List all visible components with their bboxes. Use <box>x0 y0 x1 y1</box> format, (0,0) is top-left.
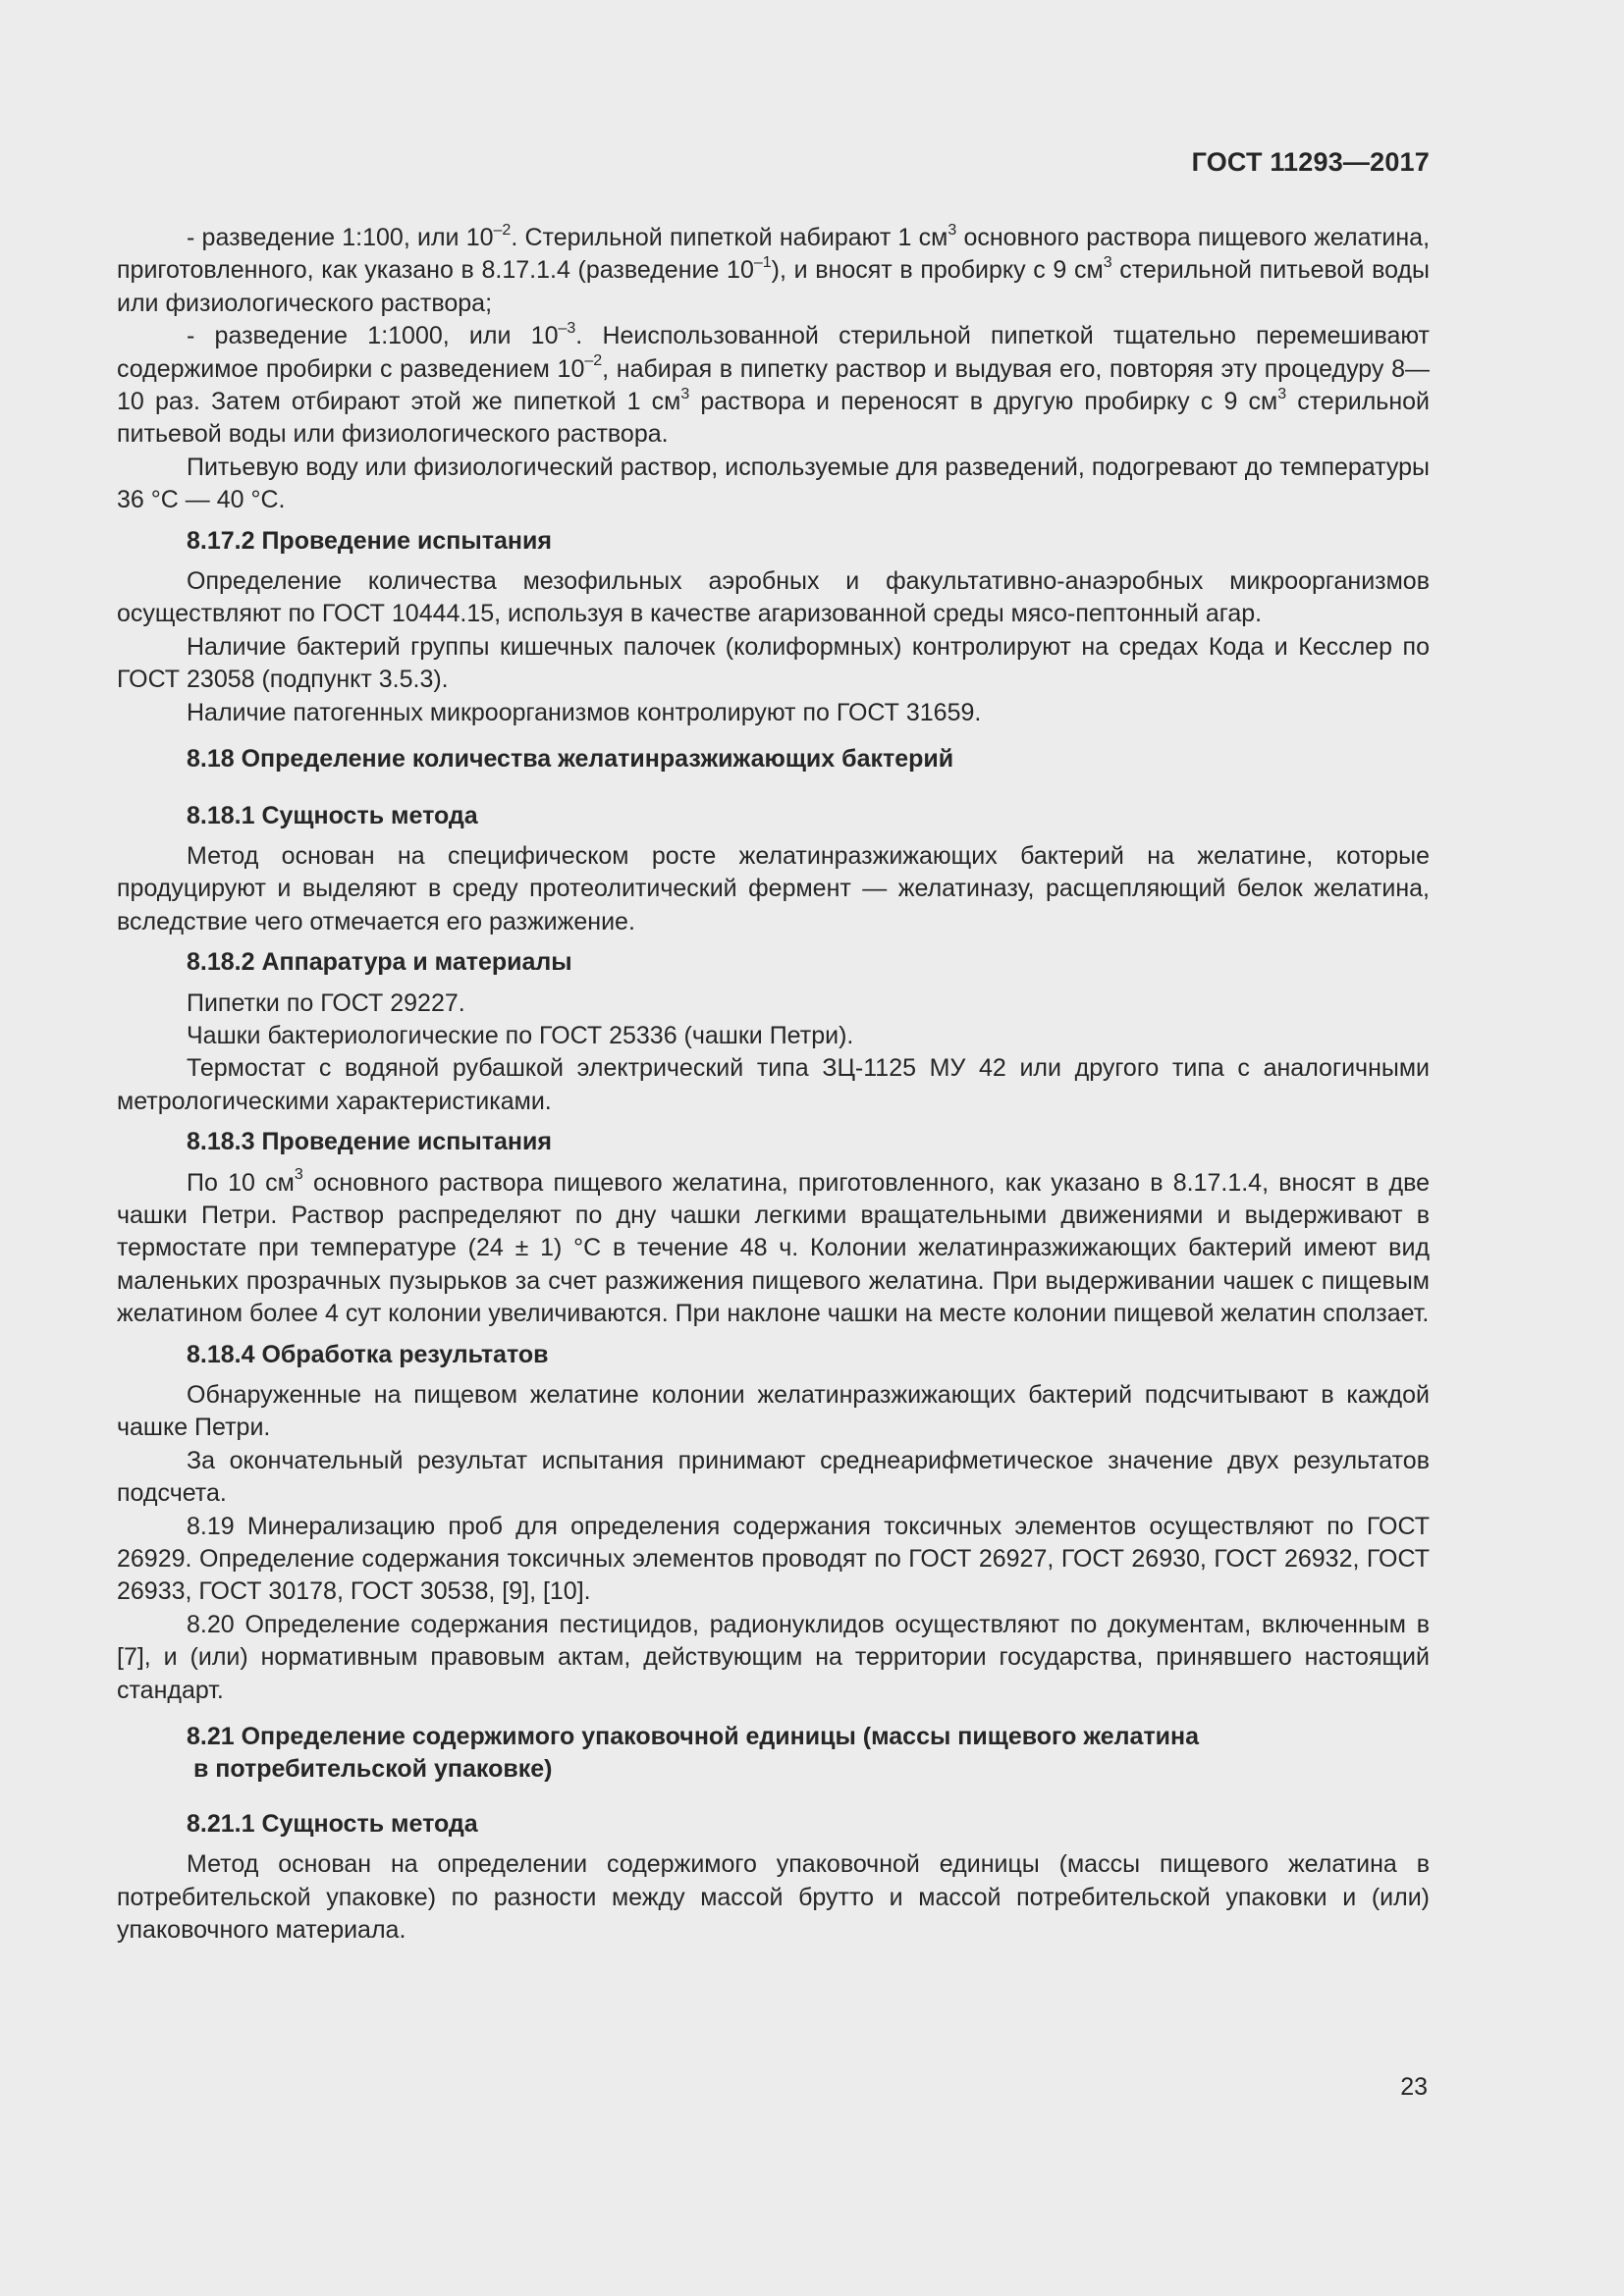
paragraph-8-20-pesticides: 8.20 Определение содержания пестицидов, радионуклидов осуществляют по документам, включенным в [7], и (или) нормативным правовым актам, действующим на территории государства, принявшего настоящий стандарт. <box>117 1610 1430 1704</box>
paragraph-pipettes: Пипетки по ГОСТ 29227. <box>187 988 465 1017</box>
section-heading-8-18-4: 8.18.4 Обработка результатов <box>187 1340 549 1368</box>
paragraph-coliform-bacteria: Наличие бактерий группы кишечных палочек (колиформных) контролируют на средах Кода и Кесслер по ГОСТ 23058 (подпункт 3.5.3). <box>117 632 1430 694</box>
paragraph-mesophilic-count: Определение количества мезофильных аэробных и факультативно-анаэробных микроорганизмов осуществляют по ГОСТ 10444.15, используя в качестве агаризованной среды мясо-пептонный агар. <box>117 567 1430 628</box>
section-heading-8-21 <box>117 1721 1430 1787</box>
paragraph-method-basis: Метод основан на специфическом росте желатинразжижающих бактерий на желатине, которые продуцируют и выделяют в среду протеолитический фермент — желатиназу, расщепляющий белок желатина, вследствие чего отмечается его разжижение. <box>117 841 1430 935</box>
section-heading-8-21-1: 8.21.1 Сущность метода <box>187 1809 478 1838</box>
paragraph-final-result: За окончательный результат испытания принимают среднеарифметическое значение двух результатов подсчета. <box>117 1446 1430 1508</box>
paragraph-water-temperature: Питьевую воду или физиологический раствор, используемые для разведений, подогревают до температуры 36 °С — 40 °С. <box>117 453 1430 514</box>
paragraph-dilution-1-100: - разведение 1:100, или $10^{-2}$. Стерильной пипеткой набирают 1 $см^3$ основного раствора пищевого желатина, приготовленного, как указано в 8.17.1.4 (разведение $10^{-1}$), и вносят в пробирку с 9 $см^3$ стерильной питьевой воды или физиологического раствора; <box>117 221 1431 317</box>
section-heading-8-18-3: 8.18.3 Проведение испытания <box>187 1128 552 1156</box>
document-body <box>117 222 1430 1948</box>
section-heading-8-21-line-2: в потребительской упаковке) <box>187 1755 553 1784</box>
page-number: 23 <box>1400 2073 1428 2101</box>
paragraph-thermostat: Термостат с водяной рубашкой электрический типа ЗЦ-1125 МУ 42 или другого типа с аналогичными метрологическими характеристиками. <box>117 1054 1430 1115</box>
section-heading-8-17-2: 8.17.2 Проведение испытания <box>187 526 552 555</box>
section-heading-8-18: 8.18 Определение количества желатинразжижающих бактерий <box>187 745 954 774</box>
paragraph-colony-count: Обнаруженные на пищевом желатине колонии желатинразжижающих бактерий подсчитывают в каждой чашке Петри. <box>117 1381 1430 1442</box>
section-heading-8-18-1: 8.18.1 Сущность метода <box>187 801 478 829</box>
paragraph-8-19-mineralization: 8.19 Минерализацию проб для определения содержания токсичных элементов осуществляют по ГОСТ 26929. Определение содержания токсичных элементов проводят по ГОСТ 26927, ГОСТ 26930, ГОСТ 26932, ГОСТ 26933, ГОСТ 30178, ГОСТ 30538, [9], [10]. <box>117 1512 1430 1606</box>
paragraph-petri-dishes: Чашки бактериологические по ГОСТ 25336 (чашки Петри). <box>187 1021 854 1049</box>
paragraph-package-content-method: Метод основан на определении содержимого упаковочной единицы (массы пищевого желатина в потребительской упаковке) по разности между массой брутто и массой потребительской упаковки и (или) упаковочного материала. <box>117 1850 1430 1945</box>
paragraph-test-procedure: По 10 $см^3$ основного раствора пищевого желатина, приготовленного, как указано в 8.17.1.4, вносят в две чашки Петри. Раствор распределяют по дну чашки легкими вращательными движениями и выдерживают в термостате при температуре (24 ± 1) °С в течение 48 ч. Колонии желатинразжижающих бактерий имеют вид маленьких прозрачных пузырьков за счет разжижения пищевого желатина. При выдерживании чашек с пищевым желатином более 4 сут колонии увеличиваются. При наклоне чашки на месте колонии пищевой желатин сползает. <box>117 1166 1430 1328</box>
paragraph-dilution-1-1000: - разведение 1:1000, или $10^{-3}$. Неиспользованной стерильной пипеткой тщательно перемешивают содержимое пробирки с разведением $10^{-2}$, набирая в пипетку раствор и выдувая его, повторяя эту процедуру 8—10 раз. Затем отбирают этой же пипеткой 1 $см^3$ раствора и переносят в другую пробирку с 9 $см^3$ стерильной питьевой воды или физиологического раствора. <box>117 319 1431 449</box>
document-header-standard-id: ГОСТ 11293—2017 <box>1191 147 1430 177</box>
paragraph-pathogens: Наличие патогенных микроорганизмов контролируют по ГОСТ 31659. <box>187 698 982 726</box>
section-heading-8-21-line-1: 8.21 Определение содержимого упаковочной единицы (массы пищевого желатина <box>187 1723 1200 1751</box>
section-heading-8-18-2: 8.18.2 Аппаратура и материалы <box>187 948 572 977</box>
